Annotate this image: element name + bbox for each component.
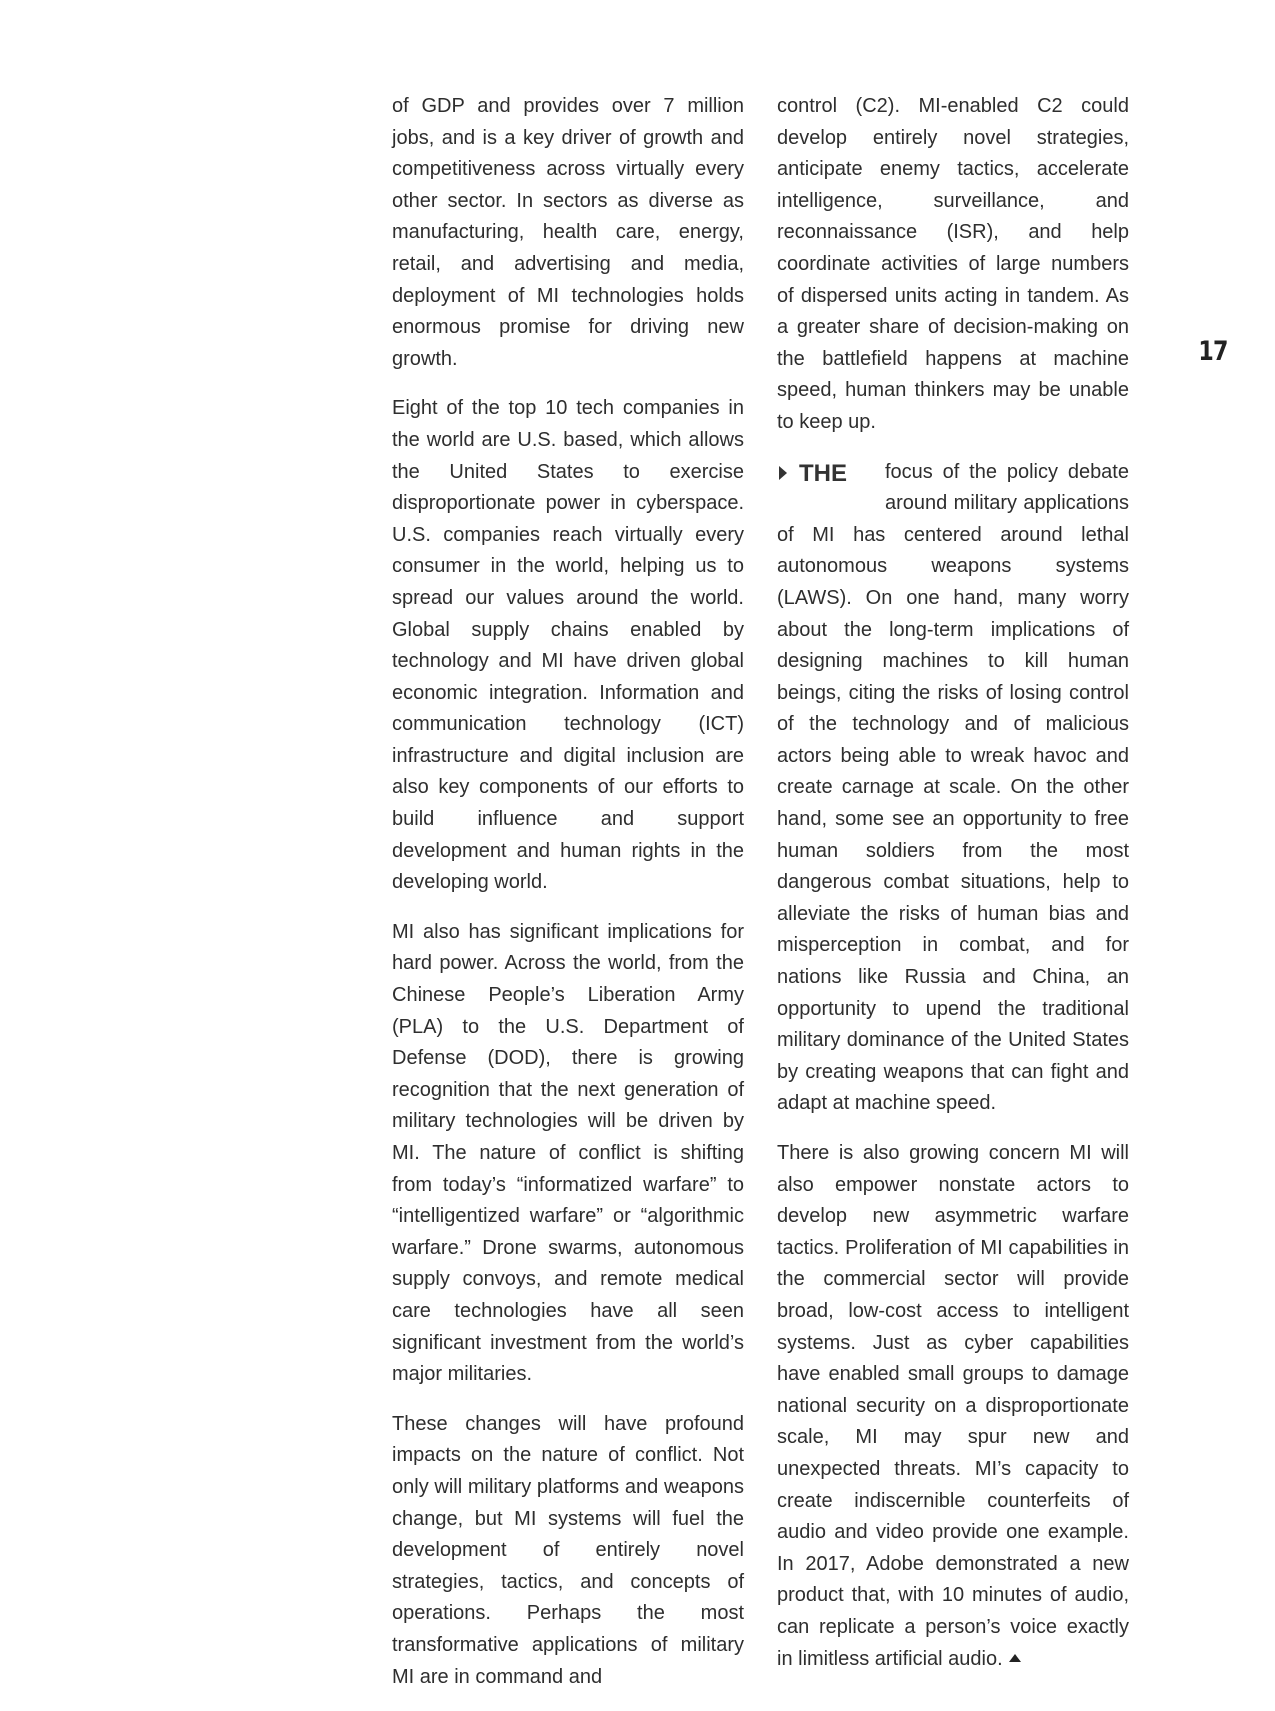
lead-word: THE [799, 459, 847, 487]
nonstate-actors-text: There is also growing concern MI will also empower nonstate actors to develop new asymmetric warfare tactics. Proliferation of MI capabilities in the commercial sector will provide broad, low-cost access to intelligent systems. Just as cyber capabilities have enabled small groups to damage national security on a disproportionate scale, MI may spur new and unexpected threats. MI’s capacity to create indiscernible counterfeits of audio and video provide one example. In 2017, Adobe demonstrated a new product that, with 10 minutes of audio, can replicate a person’s voice exactly in limitless artificial audio. [777, 1142, 1129, 1670]
paragraph-hard-power: MI also has significant implications for hard power. Across the world, from the Chinese People’s Liberation Army (PLA) to the U.S. Department of Defense (DOD), there is growing recognition that the next generation of military technologies will be driven by MI. The nature of conflict is shifting from today’s “informatized warfare” to “intelligentized warfare” or “algorithmic warfare.” Drone swarms, autonomous supply convoys, and remote medical care technologies have all seen significant investment from the world’s major militaries. [392, 920, 744, 1386]
paragraph-gdp: of GDP and provides over 7 million jobs, and is a key driver of growth and competitiveness across virtually every other sector. In sectors as diverse as manufacturing, health care, energy, retail, and advertising and media, deployment of MI technologies holds enormous promise for driving new growth. [392, 95, 744, 370]
page-number: 17 [1198, 336, 1228, 367]
right-column [777, 91, 1129, 1693]
paragraph-laws-debate [777, 457, 1129, 1120]
left-column [392, 91, 744, 1711]
up-triangle-icon [1009, 1654, 1021, 1662]
lead-in [777, 457, 885, 517]
right-triangle-icon [779, 466, 787, 480]
paragraph-nonstate-actors [777, 1138, 1129, 1675]
laws-debate-text: focus of the policy debate around military applications of MI has centered around lethal autonomous weapons systems (LAWS). On one hand, many worry about the long-term implications of designing machines to kill human beings, citing the risks of losing control of the technology and of malicious actors being able to wreak havoc and create carnage at scale. On the other hand, some see an opportunity to free human soldiers from the most dangerous combat situations, help to alleviate the risks of human bias and misperception in combat, and for nations like Russia and China, an opportunity to upend the traditional military dominance of the United States by creating weapons that can fight and adapt at machine speed. [777, 460, 1129, 1115]
paragraph-profound-impacts: These changes will have profound impacts on the nature of conflict. Not only will military platforms and weapons change, but MI systems will fuel the development of entirely novel strategies, tactics, and concepts of operations. Perhaps the most transformative applications of military MI are in command and [392, 1412, 744, 1688]
paragraph-command-control: control (C2). MI-enabled C2 could develop entirely novel strategies, anticipate enemy tactics, accelerate intelligence, surveillance, and reconnaissance (ISR), and help coordinate activities of large numbers of dispersed units acting in tandem. As a greater share of decision-making on the battlefield happens at machine speed, human thinkers may be unable to keep up. [777, 95, 1129, 433]
paragraph-tech-companies: Eight of the top 10 tech companies in the world are U.S. based, which allows the United States to exercise disproportionate power in cyberspace. U.S. companies reach virtually every consumer in the world, helping us to spread our values around the world. Global supply chains enabled by technology and MI have driven global economic integration. Information and communication technology (ICT) infrastructure and digital inclusion are also key components of our efforts to build influence and support development and human rights in the developing world. [392, 397, 744, 894]
